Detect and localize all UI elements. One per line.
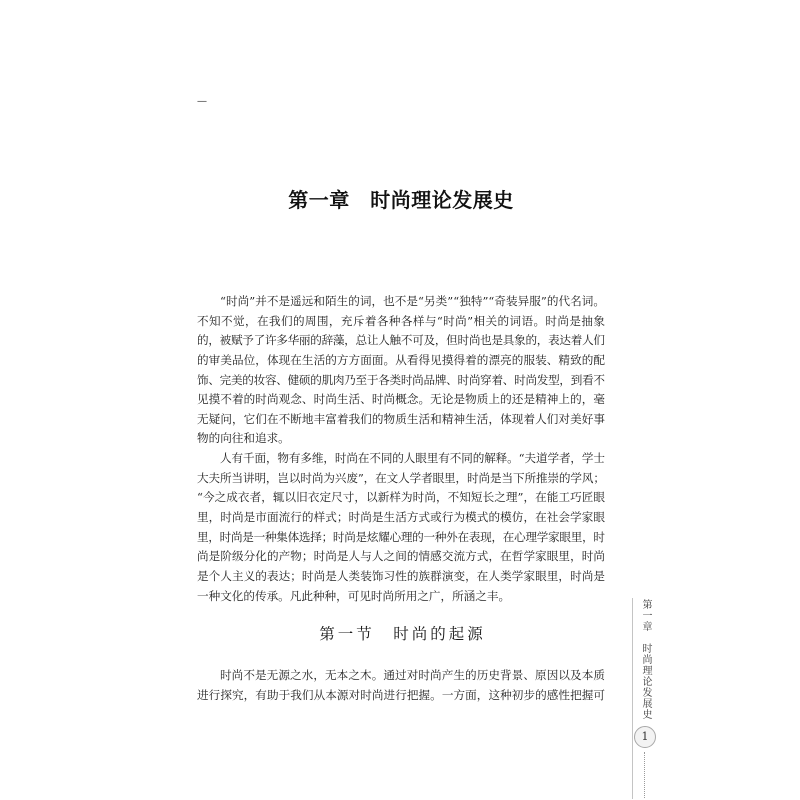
section-heading: 第一节 时尚的起源 [319, 625, 486, 643]
header-mark: — [197, 96, 207, 107]
text-line: “时尚”并不是遥远和陌生的词，也不是“另类”“独特”“奇装异服”的代名词。 [220, 294, 606, 308]
text-line: 见摸不着的时尚观念、时尚生活、时尚概念。无论是物质上的还是精神上的，毫 [197, 392, 606, 407]
text-line: 不知不觉，在我们的周围，充斥着各种各样与“时尚”相关的词语。时尚是抽象 [197, 313, 606, 328]
text-line: 尚是阶级分化的产物；时尚是人与人之间的情感交流方式，在哲学家眼里，时尚 [197, 549, 606, 564]
paragraph [197, 292, 605, 449]
text-line: 时尚不是无源之水，无本之木。通过对时尚产生的历史背景、原因以及本质 [220, 668, 606, 682]
text-line: 大夫所当讲明，岂以时尚为兴废”，在文人学者眼里，时尚是当下所推崇的学风； [197, 470, 605, 485]
text-line: 一种文化的传承。凡此种种，可见时尚所用之广，所涵之丰。 [197, 588, 511, 603]
paragraph [197, 449, 605, 606]
chapter-title: 第一章 时尚理论发展史 [288, 188, 514, 212]
section-body [197, 666, 605, 705]
text-line: “今之成衣者，辄以旧衣定尺寸，以新样为时尚，不知短长之理”，在能工巧匠眼 [197, 490, 606, 505]
text-line: 饰、完美的妆容、健硕的肌肉乃至于各类时尚品牌、时尚穿着、时尚发型，到看不 [197, 372, 605, 387]
text-line: 是个人主义的表达；时尚是人类装饰习性的族群演变，在人类学家眼里，时尚是 [197, 568, 606, 583]
running-head: 第一章 时尚理论发展史 [640, 599, 651, 720]
page-number: 1 [634, 726, 656, 748]
text-line: 进行探究，有助于我们从本源对时尚进行把握。一方面，这种初步的感性把握可 [197, 687, 606, 702]
paragraph [197, 666, 605, 705]
text-line: 无疑问，它们在不断地丰富着我们的物质生活和精神生活，体现着人们对美好事 [197, 411, 606, 426]
text-line: 物的向往和追求。 [197, 431, 290, 446]
dotted-leader [644, 752, 645, 798]
margin-rule [632, 598, 633, 799]
text-line: 里，时尚是一种集体选择；时尚是炫耀心理的一种外在表现，在心理学家眼里，时 [197, 529, 605, 544]
text-line: 人有千面，物有多维，时尚在不同的人眼里有不同的解释。“夫道学者，学士 [220, 451, 605, 466]
text-line: 的审美品位，体现在生活的方方面面。从看得见摸得着的漂亮的服装、精致的配 [197, 352, 606, 367]
text-line: 里，时尚是市面流行的样式；时尚是生活方式或行为模式的模仿，在社会学家眼 [197, 510, 606, 525]
text-line: 的，被赋予了许多华丽的辞藻，总让人触不可及，但时尚也是具象的，表达着人们 [197, 333, 605, 348]
chapter-intro [197, 292, 605, 606]
